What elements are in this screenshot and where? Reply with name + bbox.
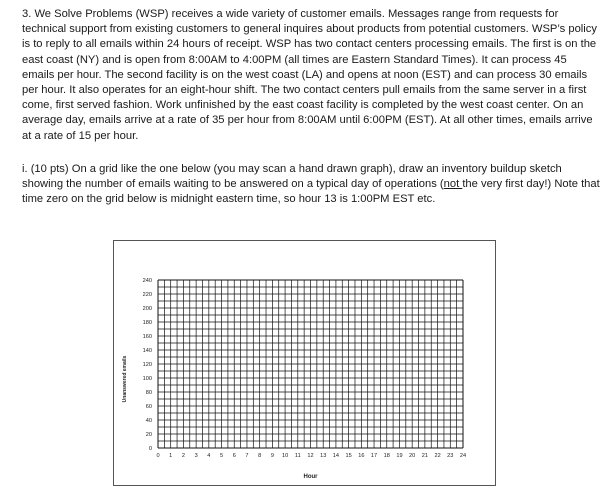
x-axis-label: Hour [303,474,318,480]
x-tick-label: 20 [409,453,416,459]
y-tick-label: 40 [145,418,152,424]
y-tick-label: 60 [145,404,152,410]
y-tick-label: 160 [142,334,152,340]
y-axis-label: Unanswered emails [122,355,128,403]
inventory-grid-svg [114,241,495,485]
x-tick-label: 8 [258,453,262,459]
y-tick-label: 140 [142,348,152,354]
y-tick-label: 220 [142,292,152,298]
y-tick-label: 200 [142,306,152,312]
x-tick-label: 18 [383,453,390,459]
x-tick-labels [156,453,466,459]
x-tick-label: 11 [294,453,301,459]
x-tick-label: 23 [447,453,454,459]
x-tick-label: 10 [281,453,289,459]
x-tick-label: 13 [320,453,327,459]
x-tick-label: 9 [270,453,274,459]
x-tick-label: 21 [421,453,428,459]
x-tick-label: 19 [396,453,403,459]
y-tick-label: 0 [148,446,152,452]
x-tick-label: 3 [194,453,198,459]
y-tick-labels [143,278,152,452]
x-tick-label: 16 [358,453,365,459]
question-text-underlined: not [443,178,463,191]
question-text-block [22,7,600,207]
x-tick-label: 14 [332,453,340,459]
x-tick-label: 7 [245,453,249,459]
problem-statement: 3. We Solve Problems (WSP) receives a wide variety of customer emails. Messages range from requests for technical support from existing customers to general inquires about products from potential customers. WSP’s policy is to reply to all emails within 24 hours of receipt. WSP has two contact centers processing emails. The first is on the east coast (NY) and is open from 8:00AM to 4:00PM (all times are Eastern Standard Times). It can process 45 emails per hour. The second facility is on the west coast (LA) and opens at noon (EST) and can process 30 emails per hour. It also operates for an eight-hour shift. The two contact centers pull emails from the same server in a first come, first served fashion. Work unfinished by the east coast facility is completed by the west coast center. On an average day, emails arrive at a rate of 35 per hour from 8:00AM until 6:00PM (EST). At all other times, emails arrive at a rate of 15 per hour. [22,8,597,142]
y-tick-label: 240 [142,278,152,284]
y-tick-label: 120 [142,362,152,368]
question-part-i [22,162,600,208]
y-tick-label: 80 [145,390,152,396]
x-tick-label: 2 [181,453,185,459]
question-text-after: the very first day!) Note that time zero on the grid below is midnight eastern time, so hour 13 is 1:00PM EST etc. [22,178,600,206]
question-text-before: i. (10 pts) On a grid like the one below (you may scan a hand drawn graph), draw an inventory buildup sketch showing the number of emails waiting to be answered on a typical day of operations ( [22,162,562,191]
x-tick-label: 12 [307,453,314,459]
inventory-grid-chart [113,240,496,486]
x-tick-label: 0 [156,453,160,459]
x-tick-label: 15 [345,453,352,459]
x-tick-label: 6 [232,453,236,459]
x-tick-label: 1 [169,453,173,459]
y-tick-label: 180 [142,320,152,326]
y-tick-label: 20 [145,432,152,438]
x-tick-label: 22 [434,453,441,459]
x-tick-label: 5 [219,453,224,459]
x-tick-label: 4 [207,453,211,459]
x-tick-label: 24 [459,453,467,459]
grid-lines [158,280,463,448]
x-tick-label: 17 [370,453,378,459]
y-tick-label: 100 [142,376,152,382]
